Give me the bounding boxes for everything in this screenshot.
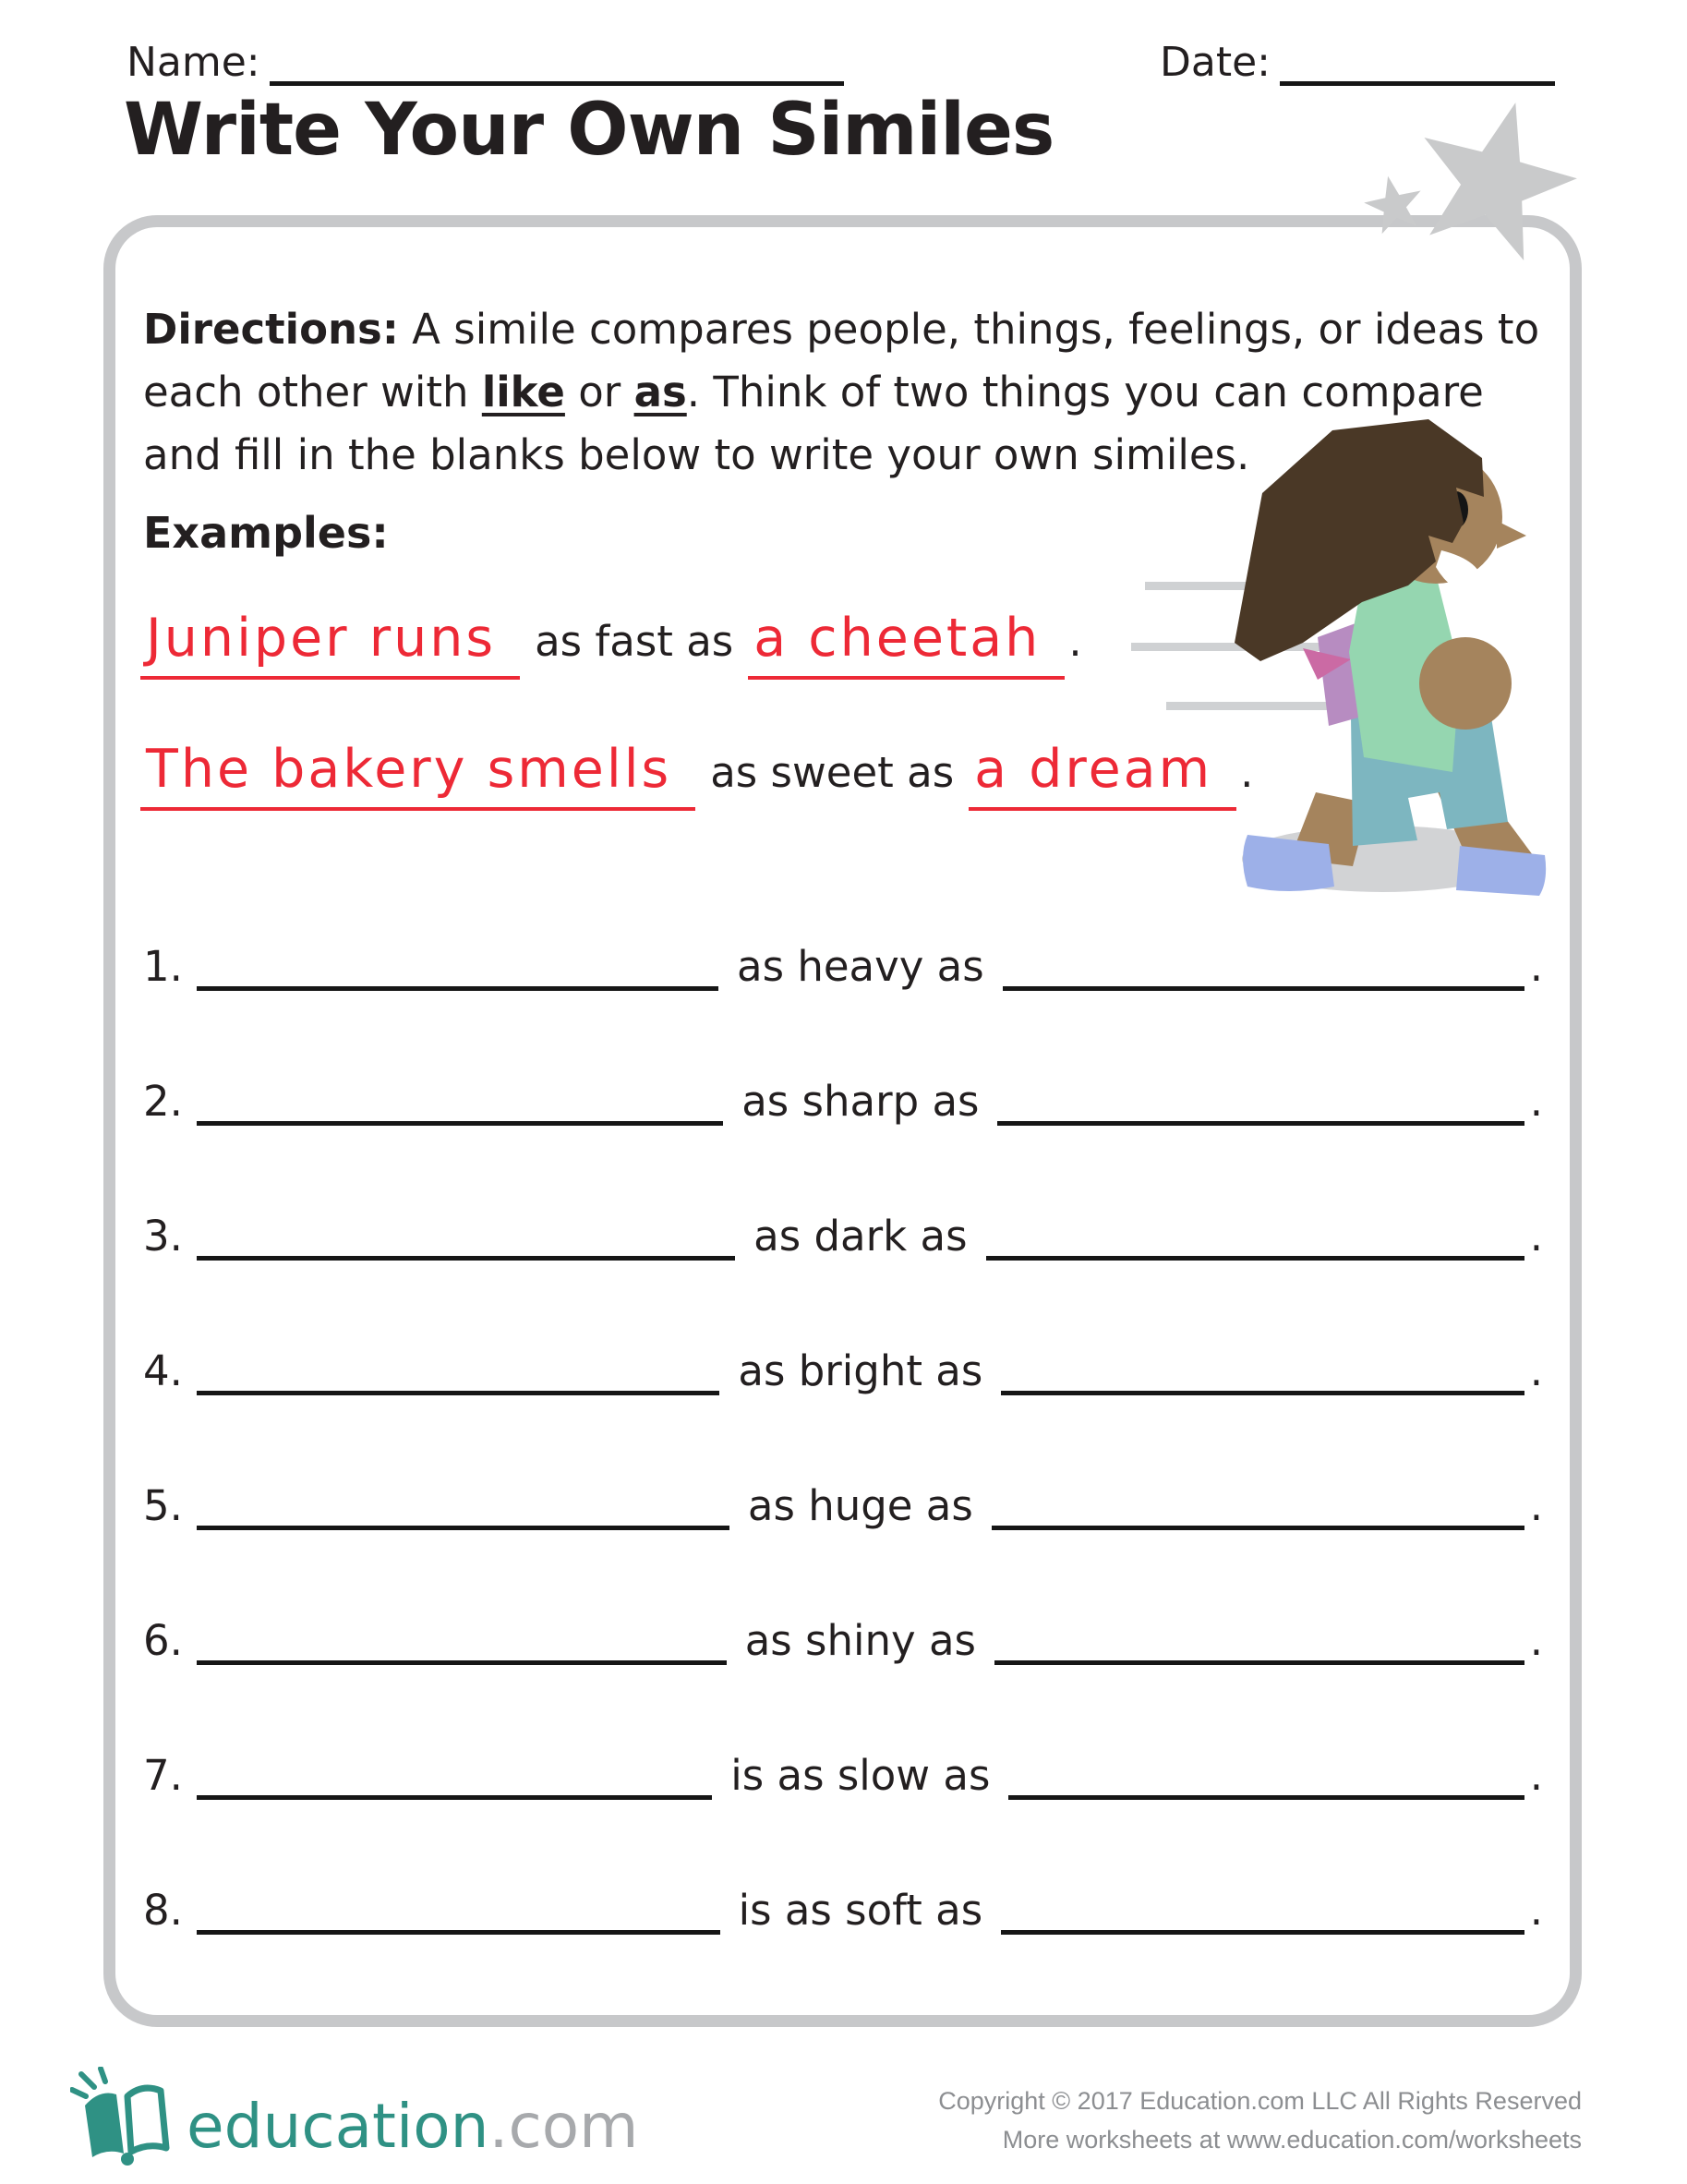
star-icon bbox=[1356, 100, 1586, 271]
logo-com-text: .com bbox=[488, 2091, 639, 2162]
footer-copyright bbox=[938, 2081, 1582, 2159]
fill-row-6 bbox=[143, 1616, 1543, 1665]
directions-like-word: like bbox=[481, 368, 565, 416]
item-number: 6. bbox=[143, 1616, 183, 1665]
item-period: . bbox=[1529, 1886, 1544, 1935]
item-2-blank-2[interactable] bbox=[997, 1114, 1524, 1126]
worksheets-link[interactable]: More worksheets at www.education.com/worksheets bbox=[1002, 2126, 1582, 2154]
example-1-middle: as fast as bbox=[535, 617, 734, 666]
example-2-blank-2: a dream bbox=[969, 739, 1236, 811]
directions-label: Directions: bbox=[143, 305, 399, 354]
item-period: . bbox=[1529, 1346, 1544, 1395]
example-2-middle: as sweet as bbox=[710, 748, 955, 797]
logo-education-text: education bbox=[187, 2091, 489, 2162]
copyright-line: Copyright © 2017 Education.com LLC All Rights Reserved bbox=[938, 2087, 1582, 2115]
fill-row-5 bbox=[143, 1481, 1543, 1530]
logo-wordmark[interactable] bbox=[187, 2091, 639, 2170]
fill-row-8 bbox=[143, 1886, 1543, 1935]
example-sentence-2 bbox=[140, 739, 1253, 811]
date-field bbox=[1160, 39, 1555, 86]
example-1-period: . bbox=[1068, 617, 1082, 666]
small-star-icon bbox=[1364, 176, 1420, 235]
book-icon bbox=[70, 2067, 181, 2170]
directions-line3: and fill in the blanks below to write your own similes. bbox=[143, 430, 1250, 479]
name-input-line[interactable] bbox=[270, 74, 844, 86]
item-number: 5. bbox=[143, 1481, 183, 1530]
item-number: 8. bbox=[143, 1886, 183, 1935]
item-3-blank-1[interactable] bbox=[197, 1249, 735, 1261]
item-4-phrase: as bright as bbox=[738, 1346, 983, 1395]
item-2-blank-1[interactable] bbox=[197, 1114, 723, 1126]
item-5-blank-2[interactable] bbox=[992, 1518, 1524, 1530]
fill-row-3 bbox=[143, 1212, 1543, 1261]
example-1-blank-1: Juniper runs bbox=[140, 608, 520, 680]
name-label: Name: bbox=[127, 39, 260, 86]
nose bbox=[1497, 521, 1526, 549]
item-5-blank-1[interactable] bbox=[197, 1518, 729, 1530]
item-1-blank-1[interactable] bbox=[197, 979, 718, 991]
item-number: 1. bbox=[143, 942, 183, 991]
item-number: 7. bbox=[143, 1751, 183, 1800]
big-star-icon bbox=[1425, 103, 1577, 260]
item-1-phrase: as heavy as bbox=[737, 942, 984, 991]
directions-line1: A simile compares people, things, feelings, or ideas to bbox=[412, 305, 1540, 354]
education-logo bbox=[70, 2067, 638, 2170]
item-8-blank-1[interactable] bbox=[197, 1923, 720, 1935]
example-sentence-1 bbox=[140, 608, 1082, 680]
fill-row-2 bbox=[143, 1077, 1543, 1126]
date-label: Date: bbox=[1160, 39, 1271, 86]
item-4-blank-1[interactable] bbox=[197, 1383, 719, 1395]
name-field bbox=[127, 39, 844, 86]
item-period: . bbox=[1529, 1481, 1544, 1530]
directions-line2-post: . Think of two things you can compare bbox=[686, 368, 1484, 416]
item-6-blank-2[interactable] bbox=[994, 1653, 1524, 1665]
item-6-phrase: as shiny as bbox=[744, 1616, 976, 1665]
fill-row-4 bbox=[143, 1346, 1543, 1395]
item-period: . bbox=[1529, 1077, 1544, 1126]
directions-or-word: or bbox=[578, 368, 621, 416]
item-1-blank-2[interactable] bbox=[1003, 979, 1524, 991]
page-title: Write Your Own Similes bbox=[124, 89, 1054, 172]
example-2-period: . bbox=[1240, 748, 1254, 797]
back-shoe bbox=[1243, 835, 1334, 891]
item-3-blank-2[interactable] bbox=[986, 1249, 1524, 1261]
arm bbox=[1419, 637, 1512, 730]
item-period: . bbox=[1529, 1616, 1543, 1665]
item-8-blank-2[interactable] bbox=[1001, 1923, 1524, 1935]
directions-as-word: as bbox=[633, 368, 687, 416]
example-1-blank-2: a cheetah bbox=[748, 608, 1065, 680]
examples-heading: Examples: bbox=[143, 508, 389, 558]
item-period: . bbox=[1529, 1751, 1543, 1800]
date-input-line[interactable] bbox=[1280, 74, 1555, 86]
item-period: . bbox=[1529, 942, 1544, 991]
item-3-phrase: as dark as bbox=[753, 1212, 968, 1261]
directions-line2-pre: each other with bbox=[143, 368, 469, 416]
example-2-blank-1: The bakery smells bbox=[140, 739, 695, 811]
running-girl-illustration bbox=[1131, 404, 1565, 903]
item-2-phrase: as sharp as bbox=[741, 1077, 980, 1126]
front-shoe bbox=[1456, 846, 1546, 896]
item-7-phrase: is as slow as bbox=[730, 1751, 991, 1800]
item-number: 2. bbox=[143, 1077, 183, 1126]
item-8-phrase: is as soft as bbox=[738, 1886, 983, 1935]
item-period: . bbox=[1529, 1212, 1544, 1261]
item-4-blank-2[interactable] bbox=[1001, 1383, 1524, 1395]
item-7-blank-1[interactable] bbox=[197, 1788, 712, 1800]
item-7-blank-2[interactable] bbox=[1008, 1788, 1524, 1800]
item-5-phrase: as huge as bbox=[747, 1481, 973, 1530]
item-number: 4. bbox=[143, 1346, 183, 1395]
item-number: 3. bbox=[143, 1212, 183, 1261]
item-6-blank-1[interactable] bbox=[197, 1653, 727, 1665]
fill-row-7 bbox=[143, 1751, 1543, 1800]
fill-row-1 bbox=[143, 942, 1543, 991]
